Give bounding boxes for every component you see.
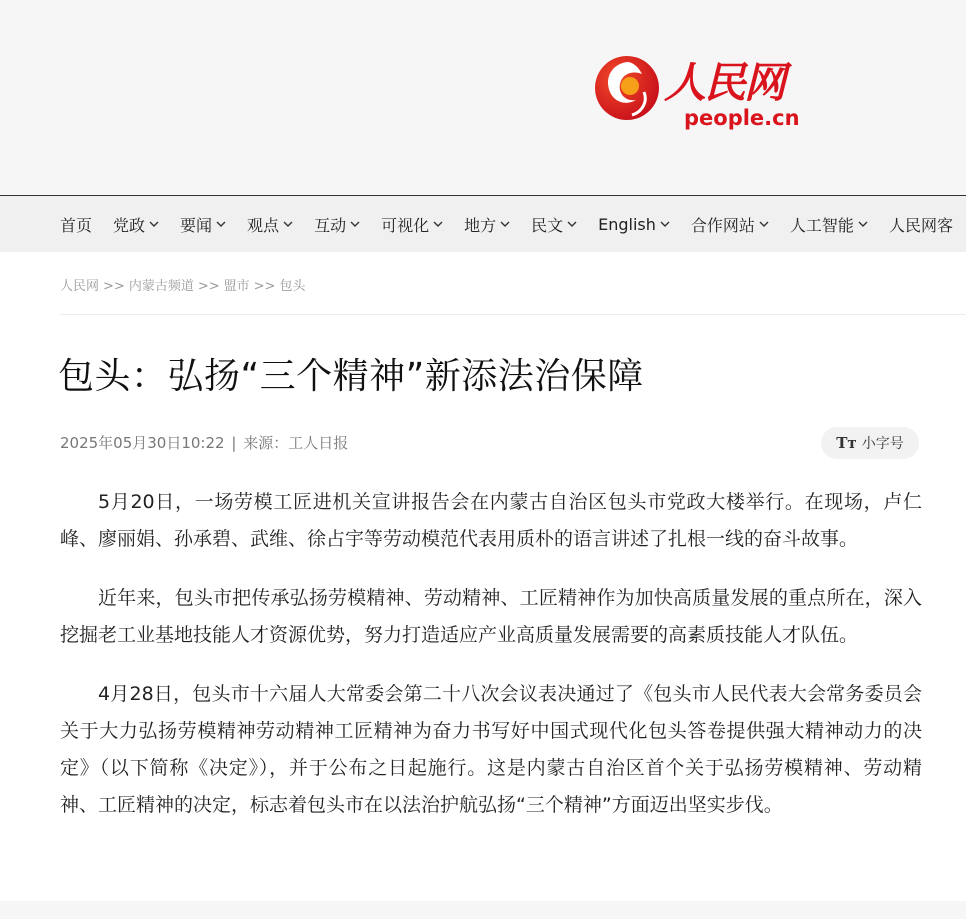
chevron-down-icon	[216, 219, 226, 229]
logo-text-en: people.cn	[684, 106, 800, 130]
chevron-down-icon	[350, 219, 360, 229]
font-size-toggle-button[interactable]	[821, 427, 919, 459]
nav-item-label: 人民网客	[888, 215, 953, 235]
breadcrumb-link[interactable]: 盟市	[223, 279, 250, 294]
chevron-down-icon	[660, 219, 670, 229]
nav-item[interactable]	[180, 213, 226, 236]
nav-item-label: 观点	[247, 215, 280, 235]
breadcrumb-divider	[60, 314, 966, 315]
chevron-down-icon	[500, 219, 510, 229]
meta-separator: |	[231, 434, 237, 452]
site-header	[0, 0, 966, 195]
nav-item[interactable]	[889, 213, 953, 236]
nav-item[interactable]	[598, 215, 670, 234]
breadcrumb-separator: >>	[103, 279, 125, 294]
logo-swirl-icon	[592, 52, 662, 122]
breadcrumb-separator: >>	[253, 279, 276, 294]
breadcrumb-separator: >>	[197, 279, 220, 294]
nav-list	[60, 196, 966, 252]
nav-item-label: 要闻	[180, 215, 213, 235]
breadcrumb-link[interactable]: 人民网	[60, 279, 100, 294]
nav-item-label: 可视化	[381, 215, 430, 235]
font-size-toggle-label: 小字号	[861, 436, 904, 452]
nav-item-label: 地方	[464, 215, 497, 235]
nav-item-label: 人工智能	[789, 215, 854, 235]
chevron-down-icon	[759, 219, 769, 229]
chevron-down-icon	[283, 219, 293, 229]
nav-item[interactable]	[531, 213, 577, 236]
nav-item-label: 互动	[314, 215, 347, 235]
breadcrumb	[60, 275, 305, 294]
chevron-down-icon	[567, 219, 577, 229]
article-date: 2025年05月30日10:22	[60, 434, 225, 452]
font-size-icon: Tт	[836, 434, 857, 452]
chevron-down-icon	[149, 219, 159, 229]
nav-item-label: 民文	[531, 215, 564, 235]
nav-item-label: 合作网站	[690, 215, 755, 235]
nav-item[interactable]	[381, 213, 443, 236]
article-meta	[60, 432, 348, 453]
page-bottom-strip	[0, 901, 966, 919]
chevron-down-icon	[433, 219, 443, 229]
article-paragraph: 近年来，包头市把传承弘扬劳模精神、劳动精神、工匠精神作为加快高质量发展的重点所在，深入挖掘老工业基地技能人才资源优势，努力打造适应产业高质量发展需要的高素质技能人才队伍。	[60, 587, 922, 646]
nav-item-label: English	[598, 214, 656, 234]
nav-item[interactable]	[314, 213, 360, 236]
nav-item-label: 首页	[60, 215, 93, 235]
chevron-down-icon	[858, 219, 868, 229]
nav-item[interactable]	[60, 213, 92, 236]
nav-item[interactable]	[464, 213, 510, 236]
nav-item[interactable]	[691, 213, 769, 236]
main-nav	[0, 195, 966, 252]
breadcrumb-link[interactable]: 包头	[279, 279, 306, 294]
nav-item-label: 党政	[113, 215, 146, 235]
people-cn-logo[interactable]	[592, 50, 812, 140]
nav-item[interactable]	[247, 213, 293, 236]
article-title: 包头：弘扬“三个精神”新添法治保障	[58, 356, 644, 397]
nav-item[interactable]	[113, 213, 159, 236]
article-body	[60, 484, 922, 846]
article-container	[0, 252, 966, 901]
logo-text-cn: 人民网	[664, 58, 785, 107]
article-paragraph: 4月28日，包头市十六届人大常委会第二十八次会议表决通过了《包头市人民代表大会常务委员会关于大力弘扬劳模精神劳动精神工匠精神为奋力书写好中国式现代化包头答卷提供强大精神动力的决定》（以下简称《决定》），并于公布之日起施行。这是内蒙古自治区首个关于弘扬劳模精神、劳动精神、工匠精神的决定，标志着包头市在以法治护航弘扬“三个精神”方面迈出坚实步伐。	[60, 683, 922, 816]
article-paragraph: 5月20日，一场劳模工匠进机关宣讲报告会在内蒙古自治区包头市党政大楼举行。在现场，卢仁峰、廖丽娟、孙承碧、武维、徐占宇等劳动模范代表用质朴的语言讲述了扎根一线的奋斗故事。	[60, 491, 922, 550]
breadcrumb-link[interactable]: 内蒙古频道	[128, 279, 194, 294]
article-source: 来源：工人日报	[243, 434, 349, 452]
nav-item[interactable]	[790, 213, 868, 236]
